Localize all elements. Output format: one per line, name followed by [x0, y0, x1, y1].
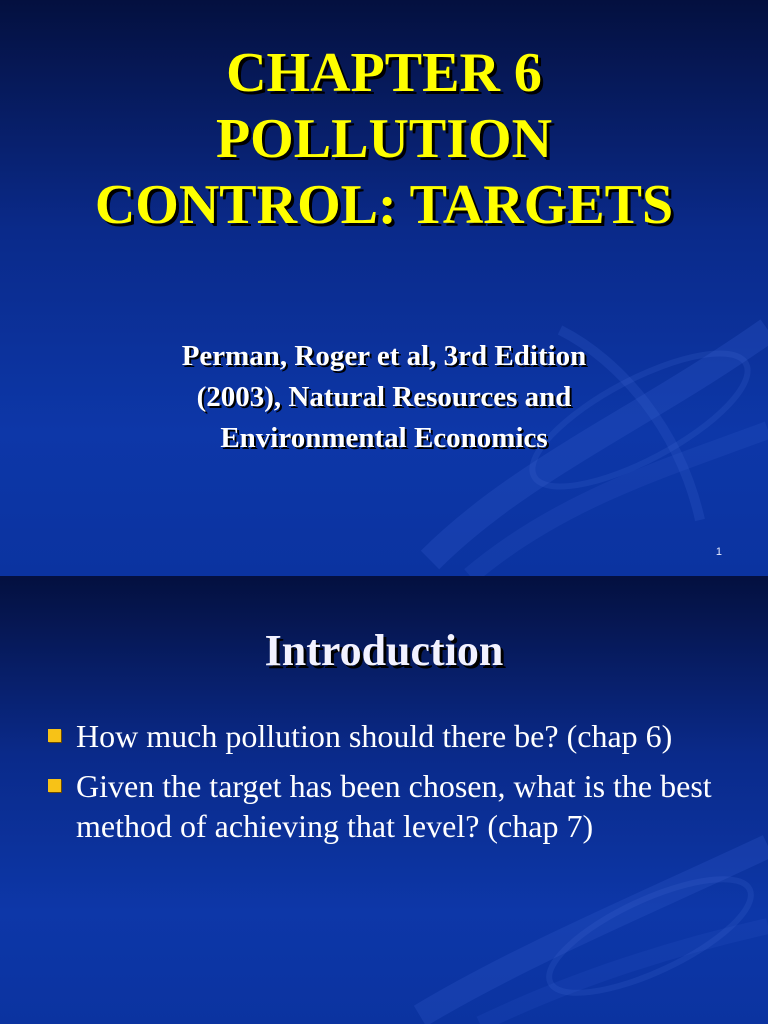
- bullet-item: [48, 716, 728, 756]
- bullet-list: [48, 716, 728, 856]
- slide-title: Introduction: [264, 626, 504, 675]
- subtitle-line: Perman, Roger et al, 3rd Edition: [181, 340, 587, 372]
- slide-subtitle: [60, 336, 708, 459]
- title-line: CONTROL: TARGETS: [94, 174, 674, 236]
- title-line: CHAPTER 6: [226, 42, 542, 104]
- subtitle-line: (2003), Natural Resources and: [196, 381, 572, 413]
- square-bullet-icon: [48, 729, 61, 742]
- bullet-text: Given the target has been chosen, what is the best method of achieving that level? (chap 7): [76, 768, 712, 844]
- title-line: POLLUTION: [215, 108, 553, 170]
- slide-number: 1: [715, 546, 722, 558]
- square-bullet-icon: [48, 779, 61, 792]
- bullet-item: [48, 766, 728, 846]
- introduction-slide: [0, 576, 768, 1024]
- subtitle-line: Environmental Economics: [220, 422, 548, 454]
- bullet-text: How much pollution should there be? (chap 6): [76, 718, 673, 754]
- slide-title: [0, 40, 768, 238]
